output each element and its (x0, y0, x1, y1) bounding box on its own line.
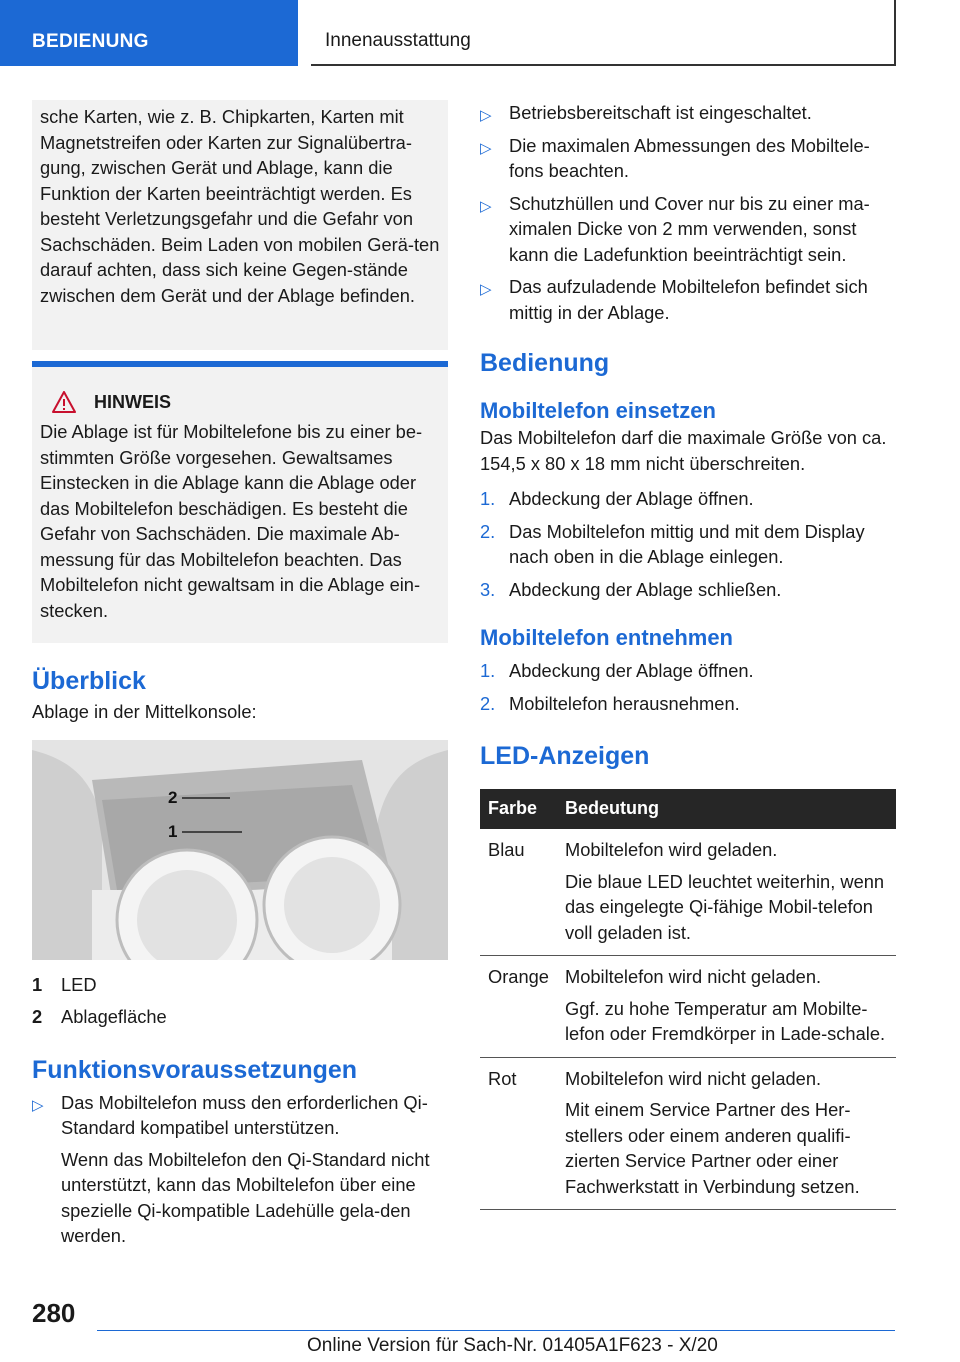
step-item: 2. Mobiltelefon herausnehmen. (480, 692, 740, 714)
console-photo (32, 740, 448, 960)
subsection-title: Innenausstattung (311, 0, 896, 66)
hinweis-label: HINWEIS (94, 391, 172, 412)
triangle-bullet-icon: ▷ (480, 197, 492, 215)
console-illustration (32, 740, 448, 960)
page-number: 280 (32, 1298, 76, 1328)
step-item: 2. Das Mobiltelefon mittig und mit dem Display nach oben in die Ablage einlegen. (480, 520, 865, 567)
insert-steps (480, 486, 896, 602)
table-row: Rot Mobiltelefon wird nicht geladen. Mit einem Service Partner des Her-stellers oder einem anderen qualifi-zierten Service Partner oder einer Fachwerkstatt in Verbindung setzen. (480, 1057, 896, 1210)
section-title: BEDIENUNG (0, 0, 298, 66)
page-header (0, 0, 960, 66)
right-column (480, 100, 896, 1210)
requirement-item: ▷ Die maximalen Abmessungen des Mobiltele-fons beachten. (480, 134, 870, 181)
triangle-bullet-icon: ▷ (480, 139, 492, 157)
step-item: 1. Abdeckung der Ablage öffnen. (480, 488, 754, 509)
step-item: 1. Abdeckung der Ablage öffnen. (480, 660, 754, 681)
header-color: Farbe (480, 789, 557, 829)
insert-heading: Mobiltelefon einsetzen (480, 398, 716, 423)
remove-steps (480, 658, 896, 716)
left-column (32, 100, 448, 1249)
overview-text: Ablage in der Mittelkonsole: (32, 701, 257, 722)
callout-1: 1 (168, 821, 178, 841)
remove-heading: Mobiltelefon entnehmen (480, 625, 733, 650)
led-heading: LED-Anzeigen (480, 742, 650, 770)
requirement-item: ▷ Schutzhüllen und Cover nur bis zu einer ma-ximalen Dicke von 2 mm verwenden, sonst kann die Ladefunktion beeinträchtigt sein. (480, 192, 870, 265)
requirement-item: ▷ Betriebsbereitschaft ist eingeschaltet. (480, 100, 896, 126)
footer-divider (97, 1330, 895, 1331)
hinweis-box (32, 367, 448, 643)
note-box (32, 100, 448, 350)
hinweis-heading (40, 391, 440, 413)
note-text: sche Karten, wie z. B. Chipkarten, Karten mit Magnetstreifen oder Karten zur Signalübertra-gung, zwischen Gerät und Ablage, kann die Funktion der Karten beeinträchtigt werden. Es besteht Verletzungsgefahr und die Gefahr von Sachschäden. Beim Laden von mobilen Gerä-ten darauf achten, dass sich keine Gegen-stände zwischen dem Gerät und der Ablage befinden. (40, 106, 440, 306)
overview-heading: Überblick (32, 667, 146, 695)
callout-2: 2 (168, 787, 178, 807)
triangle-bullet-icon: ▷ (32, 1096, 44, 1114)
footer-text: Online Version für Sach-Nr. 01405A1F623 - X/20 (307, 1335, 718, 1356)
photo-legend (32, 972, 448, 1030)
insert-text: Das Mobiltelefon darf die maximale Größe von ca. 154,5 x 80 x 18 mm nicht überschreiten. (480, 427, 887, 474)
triangle-bullet-icon: ▷ (480, 281, 492, 298)
table-row: Blau Mobiltelefon wird geladen. Die blaue LED leuchtet weiterhin, wenn das eingelegte Qi-fähige Mobil-telefon voll geladen ist. (480, 829, 896, 956)
table-row: Orange Mobiltelefon wird nicht geladen. Ggf. zu hohe Temperatur am Mobilte-lefon oder Fremdkörper in Lade-schale. (480, 956, 896, 1058)
legend-item: 1 LED (32, 973, 97, 995)
requirement-item: ▷ Das aufzuladende Mobiltelefon befindet sich mittig in der Ablage. (480, 276, 868, 323)
requirement-item: ▷ Das Mobiltelefon muss den erforderlichen Qi-Standard kompatibel unterstützen. Wenn das Mobiltelefon den Qi-Standard nicht unterstützt, kann das Mobiltelefon über eine spezielle Qi-kompatible Ladehülle gela-den werden. (32, 1091, 430, 1246)
legend-item: 2 Ablagefläche (32, 1006, 167, 1027)
led-table (480, 789, 896, 1210)
requirements-heading: Funktionsvoraussetzungen (32, 1055, 358, 1084)
step-item: 3. Abdeckung der Ablage schließen. (480, 578, 782, 600)
hinweis-text: Die Ablage ist für Mobiltelefone bis zu einer be-stimmten Größe vorgesehen. Gewaltsames Einstecken in die Ablage kann die Ablage oder das Mobiltelefon beschädigen. Es besteht die Gefahr von Sachschäden. Die maximale Ab-messung für das Mobiltelefon beachten. Das Mobiltelefon nicht gewaltsam in die Ablage ein-stecken. (40, 421, 423, 621)
triangle-bullet-icon: ▷ (480, 107, 492, 124)
header-meaning: Bedeutung (557, 789, 896, 829)
table-header-row (480, 789, 896, 829)
warning-icon (52, 391, 76, 413)
operation-heading: Bedienung (480, 349, 610, 377)
